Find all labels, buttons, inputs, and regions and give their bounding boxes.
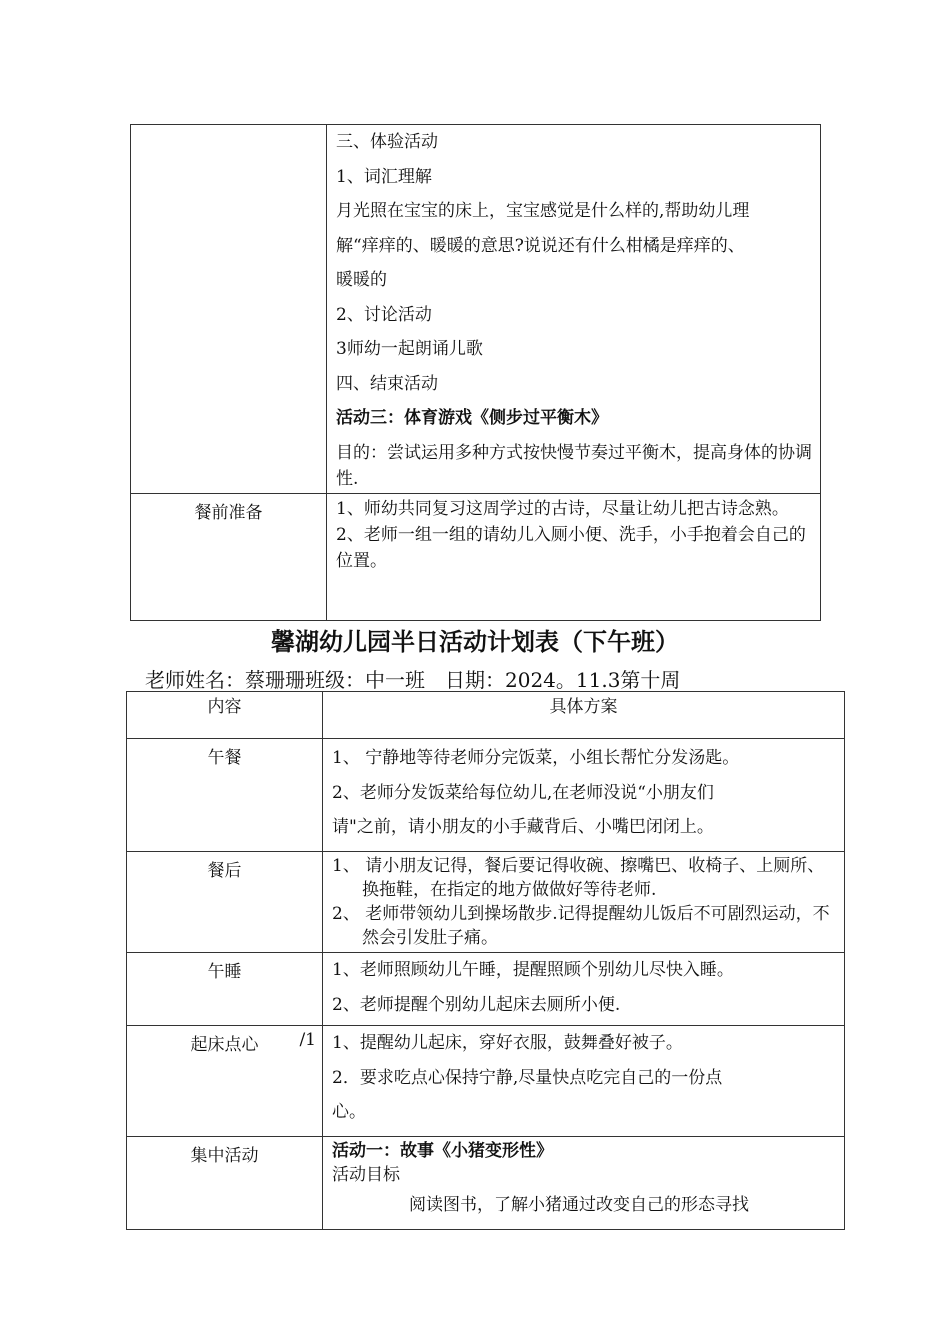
table-header-row	[127, 692, 845, 739]
row-label-cell	[127, 739, 323, 852]
row-content-cell	[323, 1026, 845, 1137]
content-line: 解“痒痒的、暖暖的意思?说说还有什么柑橘是痒痒的、	[336, 235, 745, 256]
row-label-cell	[127, 852, 323, 953]
table-row	[131, 494, 821, 621]
row-content-cell	[323, 953, 845, 1026]
row-label-cell	[127, 953, 323, 1026]
content-line: 四、结束活动	[336, 373, 438, 394]
row-label-cell	[131, 494, 327, 621]
row-label: 餐后	[207, 861, 242, 881]
header-cell	[127, 692, 323, 739]
top-plan-table	[130, 124, 821, 621]
table-row	[131, 125, 821, 494]
plan-date: 日期：2024。11.3第十周	[445, 668, 681, 692]
content-line: 三、体验活动	[336, 132, 438, 152]
row-label-cell	[127, 1137, 323, 1230]
row-content-cell	[323, 852, 845, 953]
content-line: 1、师幼共同复习这周学过的古诗，尽量让幼儿把古诗念熟。	[336, 499, 789, 519]
table-row	[127, 1026, 845, 1137]
content-line: 2．要求吃点心保持宁静,尽量快点吃完自己的一份点	[332, 1067, 723, 1088]
content-line: 暖暖的	[336, 270, 387, 290]
row-label: 餐前准备	[194, 503, 263, 523]
header-plan-label: 具体方案	[549, 697, 618, 717]
content-line: 1、 宁静地等待老师分完饭菜，小组长帮忙分发汤匙。	[332, 748, 740, 768]
class-info: 班级：中一班	[305, 668, 425, 692]
table-row	[127, 1137, 845, 1230]
header-cell	[323, 692, 845, 739]
list-item: 1、 请小朋友记得，餐后要记得收碗、擦嘴巴、收椅子、上厕所、换拖鞋，在指定的地方做做好等待老师.	[332, 856, 825, 900]
row-content-cell	[327, 125, 821, 494]
list-item: 2、 老师带领幼儿到操场散步.记得提醒幼儿饭后不可剧烈运动，不然会引发肚子痛。	[332, 904, 830, 948]
content-line: 1、提醒幼儿起床，穿好衣服，鼓舞叠好被子。	[332, 1033, 683, 1053]
stray-mark: /1	[299, 1030, 316, 1050]
content-line: 请"之前，请小朋友的小手藏背后、小嘴巴闭闭上。	[332, 817, 714, 837]
content-line: 2、讨论活动	[336, 304, 432, 325]
row-label-cell	[127, 1026, 323, 1137]
content-line: 3师幼一起朗诵儿歌	[336, 339, 483, 359]
plan-meta	[145, 664, 680, 693]
table-row	[127, 953, 845, 1026]
row-label: 集中活动	[190, 1146, 259, 1166]
row-label-cell	[131, 125, 327, 494]
table-row	[127, 739, 845, 852]
activity-goals-heading: 活动目标	[332, 1165, 400, 1185]
activity-title: 活动三：体育游戏《侧步过平衡木》	[336, 408, 608, 428]
content-line: 2、老师分发饭菜给每位幼儿,在老师没说“小朋友们	[332, 782, 714, 803]
row-label: 起床点心	[190, 1035, 259, 1055]
teacher-name: 老师姓名：蔡珊珊	[145, 668, 305, 692]
header-content-label: 内容	[207, 697, 242, 717]
afternoon-plan-table	[126, 691, 845, 1230]
row-label: 午睡	[207, 962, 242, 982]
content-line: 1、老师照顾幼儿午睡，提醒照顾个别幼儿尽快入睡。	[332, 960, 734, 980]
content-line: 1、词汇理解	[336, 166, 432, 187]
row-content-cell	[323, 1137, 845, 1230]
content-line: 2、老师提醒个别幼儿起床去厕所小便.	[332, 994, 621, 1015]
row-content-cell	[327, 494, 821, 621]
row-content-cell	[323, 739, 845, 852]
page-title: 馨湖幼儿园半日活动计划表（下午班）	[271, 627, 679, 656]
table-row	[127, 852, 845, 953]
content-line: 2、老师一组一组的请幼儿入厕小便、洗手，小手抱着会自己的位置。	[336, 525, 806, 571]
activity-title: 活动一：故事《小猪变形性》	[332, 1141, 553, 1161]
content-line: 阅读图书，了解小猪通过改变自己的形态寻找	[409, 1195, 749, 1215]
activity-goal: 目的：尝试运用多种方式按快慢节奏过平衡木，提高身体的协调性.	[336, 442, 812, 489]
content-line: 心。	[332, 1102, 366, 1122]
row-label: 午餐	[207, 748, 242, 768]
content-line: 月光照在宝宝的床上，宝宝感觉是什么样的,帮助幼儿理	[336, 201, 750, 221]
